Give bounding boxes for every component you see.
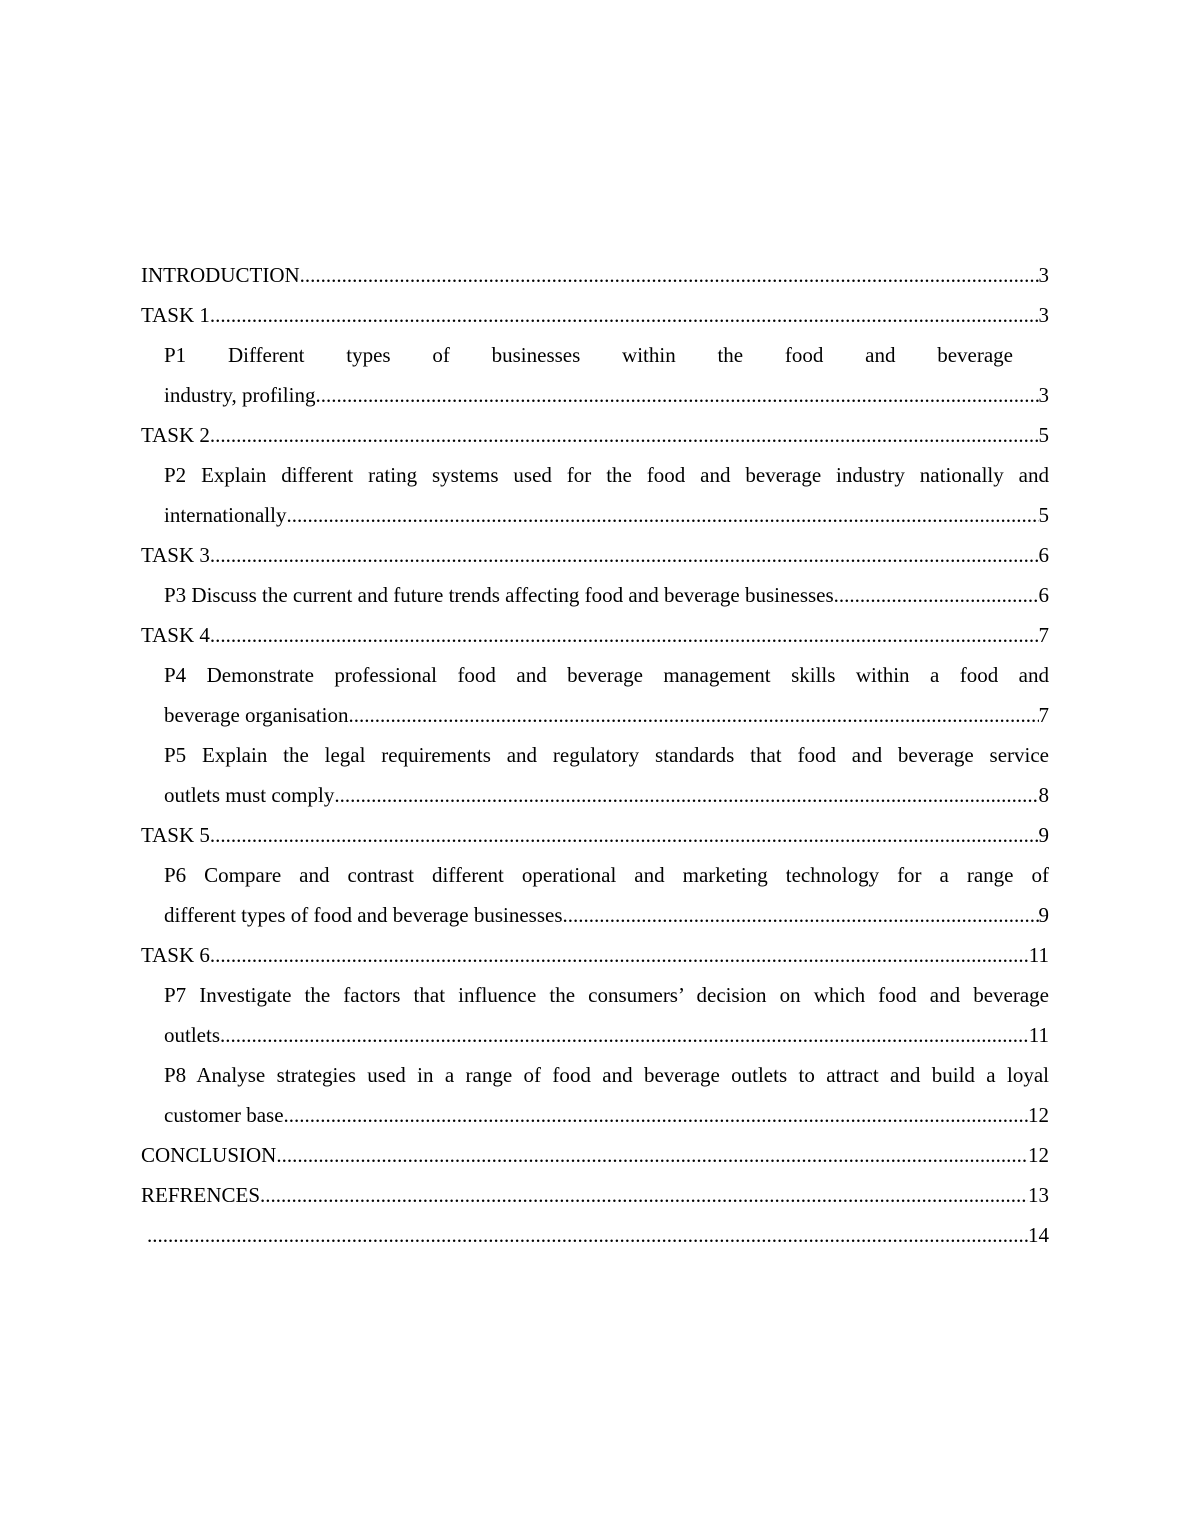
toc-page-number: 5: [1038, 503, 1049, 527]
toc-page-number: 3: [1038, 263, 1049, 287]
toc-entry-label: TASK 5: [141, 823, 210, 847]
toc-page-number: 9: [1038, 823, 1049, 847]
dot-leader: [210, 295, 1039, 335]
toc-entry-p4-line1[interactable]: P4 Demonstrate professional food and beverage management skills within a food and: [164, 663, 1049, 687]
toc-entry-label: customer base: [164, 1103, 284, 1127]
toc-entry-label: TASK 2: [141, 423, 210, 447]
toc-entry-label: outlets: [164, 1023, 220, 1047]
dot-leader: [220, 1015, 1029, 1055]
toc-entry-introduction[interactable]: [141, 255, 1049, 295]
dot-leader: [563, 895, 1039, 935]
toc-page-number: 7: [1038, 623, 1049, 647]
toc-entry-label: CONCLUSION: [141, 1143, 277, 1167]
toc-entry-label: different types of food and beverage businesses: [164, 903, 563, 927]
dot-leader: [286, 495, 1038, 535]
toc-page-number: 11: [1028, 1023, 1049, 1047]
toc-entry-blank[interactable]: [141, 1215, 1049, 1255]
toc-entry-label: TASK 4: [141, 623, 210, 647]
toc-entry-label: INTRODUCTION: [141, 263, 300, 287]
toc-entry-task-6[interactable]: [141, 935, 1049, 975]
toc-entry-p5-line2[interactable]: [141, 775, 1049, 815]
toc-page-number: 14: [1028, 1223, 1049, 1247]
toc-page-number: 6: [1038, 583, 1049, 607]
dot-leader: [210, 535, 1039, 575]
dot-leader: [210, 935, 1029, 975]
toc-entry-p8-line2[interactable]: [141, 1095, 1049, 1135]
toc-entry-label: REFRENCES: [141, 1183, 261, 1207]
toc-page-number: 13: [1028, 1183, 1049, 1207]
toc-entry-p5-line1[interactable]: P5 Explain the legal requirements and regulatory standards that food and beverage service: [164, 743, 1049, 767]
toc-entry-p6-line1[interactable]: P6 Compare and contrast different operational and marketing technology for a range of: [164, 863, 1049, 887]
dot-leader: [260, 1175, 1028, 1215]
toc-entry-p3[interactable]: [141, 575, 1049, 615]
toc-page-number: 12: [1028, 1103, 1049, 1127]
toc-entry-p7-line1[interactable]: P7 Investigate the factors that influence the consumers’ decision on which food and beverage: [164, 983, 1049, 1007]
toc-entry-label: industry, profiling: [164, 383, 316, 407]
table-of-contents: [141, 255, 1049, 1255]
dot-leader: [210, 415, 1039, 455]
toc-entry-conclusion[interactable]: [141, 1135, 1049, 1175]
dot-leader: [210, 815, 1039, 855]
toc-page-number: 11: [1028, 943, 1049, 967]
toc-entry-p1-line2[interactable]: [141, 375, 1049, 415]
toc-entry-label: TASK 6: [141, 943, 210, 967]
toc-entry-p2-line1[interactable]: P2 Explain different rating systems used for the food and beverage industry nationally and: [164, 463, 1049, 487]
toc-entry-task-1[interactable]: [141, 295, 1049, 335]
toc-entry-p6-line2[interactable]: [141, 895, 1049, 935]
toc-entry-label: beverage organisation: [164, 703, 349, 727]
toc-entry-task-4[interactable]: [141, 615, 1049, 655]
toc-entry-task-2[interactable]: [141, 415, 1049, 455]
dot-leader: [300, 255, 1039, 295]
dot-leader: [276, 1135, 1028, 1175]
dot-leader: [284, 1095, 1028, 1135]
toc-page-number: 8: [1038, 783, 1049, 807]
toc-page-number: 12: [1028, 1143, 1049, 1167]
toc-entry-label: outlets must comply: [164, 783, 335, 807]
toc-entry-p1-line1[interactable]: P1 Different types of businesses within the food and beverage: [164, 343, 1013, 367]
dot-leader: [348, 695, 1038, 735]
toc-entry-p7-line2[interactable]: [141, 1015, 1049, 1055]
toc-entry-p2-line2[interactable]: [141, 495, 1049, 535]
toc-entry-p4-line2[interactable]: [141, 695, 1049, 735]
toc-entry-label: internationally: [164, 503, 287, 527]
toc-entry-task-3[interactable]: [141, 535, 1049, 575]
toc-entry-references[interactable]: [141, 1175, 1049, 1215]
toc-page-number: 3: [1038, 303, 1049, 327]
toc-page-number: 9: [1038, 903, 1049, 927]
dot-leader: [147, 1215, 1028, 1255]
dot-leader: [334, 775, 1038, 815]
toc-entry-label: P3 Discuss the current and future trends affecting food and beverage businesses: [164, 583, 834, 607]
toc-page-number: 5: [1038, 423, 1049, 447]
dot-leader: [834, 575, 1039, 615]
toc-entry-p8-line1[interactable]: P8 Analyse strategies used in a range of food and beverage outlets to attract and build a loyal: [164, 1063, 1049, 1087]
toc-page-number: 7: [1038, 703, 1049, 727]
dot-leader: [315, 375, 1038, 415]
dot-leader: [210, 615, 1039, 655]
toc-page-number: 3: [1038, 383, 1049, 407]
toc-entry-task-5[interactable]: [141, 815, 1049, 855]
toc-page-number: 6: [1038, 543, 1049, 567]
toc-entry-label: TASK 1: [141, 303, 210, 327]
toc-entry-label: TASK 3: [141, 543, 210, 567]
